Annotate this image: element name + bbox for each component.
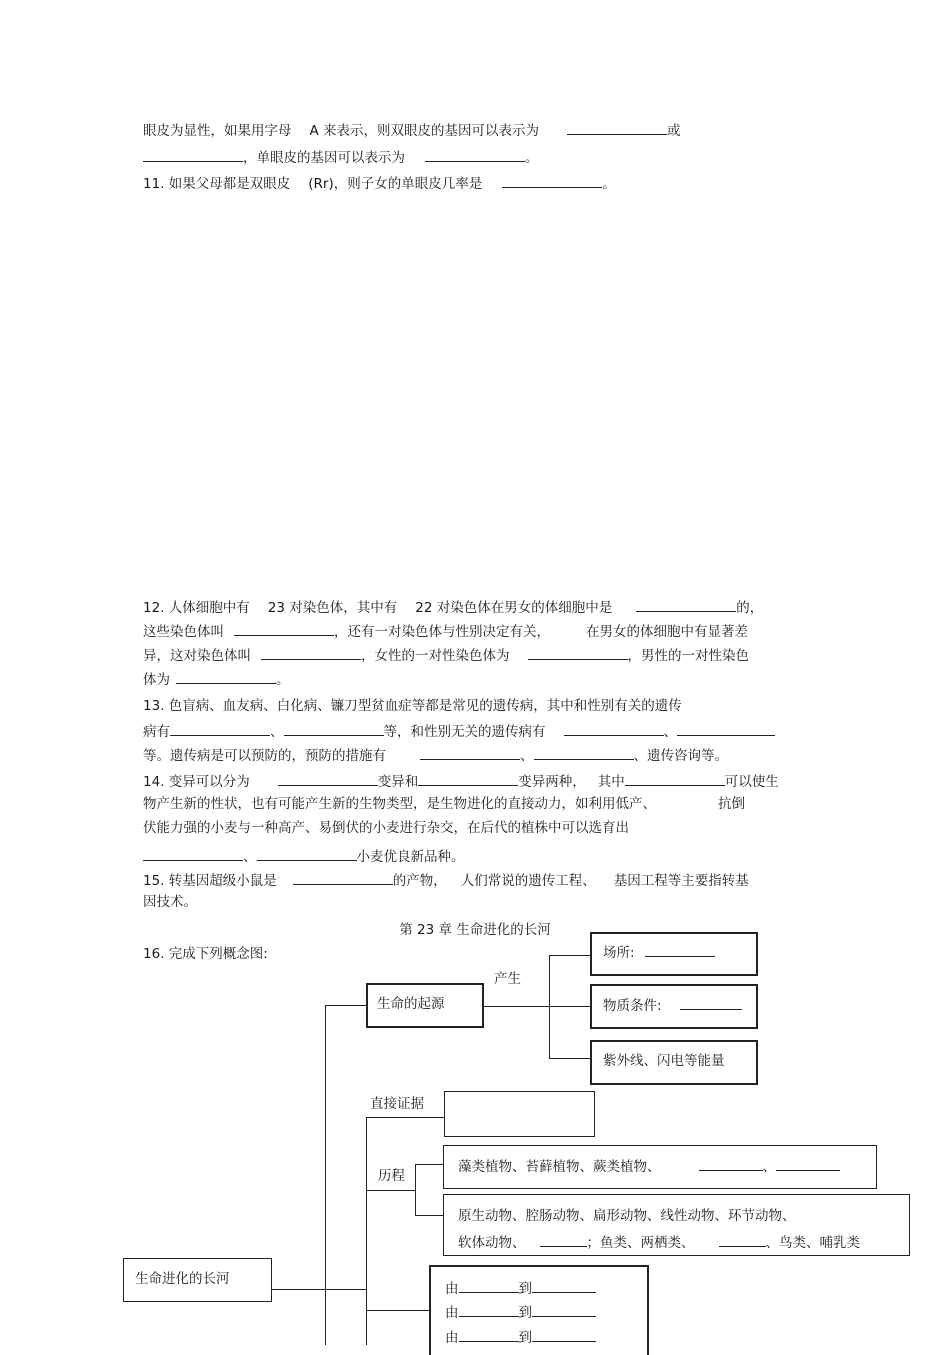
answer-blank[interactable] xyxy=(420,745,520,760)
answer-blank[interactable] xyxy=(680,995,742,1010)
connector-line xyxy=(366,1117,444,1118)
answer-blank[interactable] xyxy=(418,771,518,786)
q15-line1: 15. 转基因超级小鼠是 的产物， 人们常说的遗传工程、 基因工程等主要指转基 xyxy=(143,870,749,890)
trend-row-1: 由 到 xyxy=(445,1278,596,1298)
connector-line xyxy=(549,955,591,956)
answer-blank[interactable] xyxy=(645,942,715,957)
answer-blank[interactable] xyxy=(636,597,736,612)
energy-label: 紫外线、闪电等能量 xyxy=(603,1053,725,1069)
answer-blank[interactable] xyxy=(540,1232,587,1247)
answer-blank[interactable] xyxy=(528,645,628,660)
connector-line xyxy=(272,1289,326,1290)
answer-blank[interactable] xyxy=(502,173,602,188)
connector-line xyxy=(325,1005,367,1006)
trend-row-3: 由 到 xyxy=(445,1327,596,1347)
q15-line2: 因技术。 xyxy=(143,894,197,910)
answer-blank[interactable] xyxy=(234,621,334,636)
animals-line2: 软体动物、 ；鱼类、两栖类、 、鸟类、哺乳类 xyxy=(458,1232,860,1252)
connector-line xyxy=(484,1006,550,1007)
connector-line xyxy=(325,1289,367,1290)
course-label: 历程 xyxy=(378,1168,405,1184)
q12-line3: 异，这对染色体叫 ，女性的一对性染色体为 ，男性的一对性染色 xyxy=(143,645,749,665)
answer-blank[interactable] xyxy=(677,721,775,736)
answer-blank[interactable] xyxy=(143,147,243,162)
q13-line2: 病有 、 等，和性别无关的遗传病有 、 xyxy=(143,721,775,741)
connector-line xyxy=(366,1190,416,1191)
connector-line xyxy=(549,1006,591,1007)
answer-blank[interactable] xyxy=(532,1302,596,1317)
connector-line xyxy=(415,1215,444,1216)
q11-line: 11. 如果父母都是双眼皮 (Rr)，则子女的单眼皮几率是 。 xyxy=(143,173,616,193)
trend-row-2: 由 到 xyxy=(445,1302,596,1322)
answer-blank[interactable] xyxy=(170,721,270,736)
answer-blank[interactable] xyxy=(532,1278,596,1293)
conditions-label: 物质条件: xyxy=(603,995,742,1015)
direct-evidence-label: 直接证据 xyxy=(370,1096,424,1112)
answer-blank[interactable] xyxy=(776,1156,840,1171)
direct-evidence-box[interactable] xyxy=(444,1091,595,1137)
connector-line xyxy=(325,1005,326,1345)
origin-label: 生命的起源 xyxy=(377,996,445,1012)
produce-label: 产生 xyxy=(494,971,521,987)
answer-blank[interactable] xyxy=(257,846,357,861)
answer-blank[interactable] xyxy=(284,721,384,736)
answer-blank[interactable] xyxy=(534,745,634,760)
connector-line xyxy=(549,955,550,1059)
answer-blank[interactable] xyxy=(261,645,361,660)
answer-blank[interactable] xyxy=(699,1156,763,1171)
q10-line1: 眼皮为显性，如果用字母 A 来表示，则双眼皮的基因可以表示为 或 xyxy=(143,120,681,140)
q14-line4: 、 小麦优良新品种。 xyxy=(143,846,465,866)
answer-blank[interactable] xyxy=(176,669,276,684)
q16-label: 16. 完成下列概念图: xyxy=(143,946,268,962)
q13-line3: 等。遗传病是可以预防的，预防的措施有 、 、遗传咨询等。 xyxy=(143,745,728,765)
connector-line xyxy=(415,1164,416,1216)
q12-line4: 体为 。 xyxy=(143,669,290,689)
animals-line1: 原生动物、腔肠动物、扁形动物、线性动物、环节动物、 xyxy=(458,1208,796,1224)
place-label: 场所: xyxy=(603,942,715,962)
q14-line2: 物产生新的性状，也有可能产生新的生物类型，是生物进化的直接动力，如利用低产、 抗倒 xyxy=(143,796,745,812)
answer-blank[interactable] xyxy=(425,147,525,162)
connector-line xyxy=(549,1058,591,1059)
connector-line xyxy=(366,1310,430,1311)
answer-blank[interactable] xyxy=(143,846,243,861)
q12-line2: 这些染色体叫 ，还有一对染色体与性别决定有关， 在男女的体细胞中有显著差 xyxy=(143,621,748,641)
answer-blank[interactable] xyxy=(459,1302,519,1317)
q10-line2: ，单眼皮的基因可以表示为 。 xyxy=(143,147,539,167)
concept-root-label: 生命进化的长河 xyxy=(135,1271,230,1287)
connector-line xyxy=(415,1164,444,1165)
answer-blank[interactable] xyxy=(625,771,725,786)
answer-blank[interactable] xyxy=(532,1327,596,1342)
answer-blank[interactable] xyxy=(459,1327,519,1342)
answer-blank[interactable] xyxy=(719,1232,766,1247)
q14-line3: 伏能力强的小麦与一种高产、易倒伏的小麦进行杂交，在后代的植株中可以选育出 xyxy=(143,820,629,836)
plants-label: 藻类植物、苔藓植物、蕨类植物、 、 xyxy=(458,1156,840,1176)
answer-blank[interactable] xyxy=(567,120,667,135)
chapter-title: 第 23 章 生命进化的长河 xyxy=(399,922,551,938)
answer-blank[interactable] xyxy=(564,721,664,736)
answer-blank[interactable] xyxy=(459,1278,519,1293)
answer-blank[interactable] xyxy=(278,771,378,786)
q14-line1: 14. 变异可以分为 变异和 变异两种， 其中 可以使生 xyxy=(143,771,779,791)
q13-line1: 13. 色盲病、血友病、白化病、镰刀型贫血症等都是常见的遗传病，其中和性别有关的遗传 xyxy=(143,698,682,714)
q12-line1: 12. 人体细胞中有 23 对染色体，其中有 22 对染色体在男女的体细胞中是 的， xyxy=(143,597,763,617)
answer-blank[interactable] xyxy=(293,870,393,885)
